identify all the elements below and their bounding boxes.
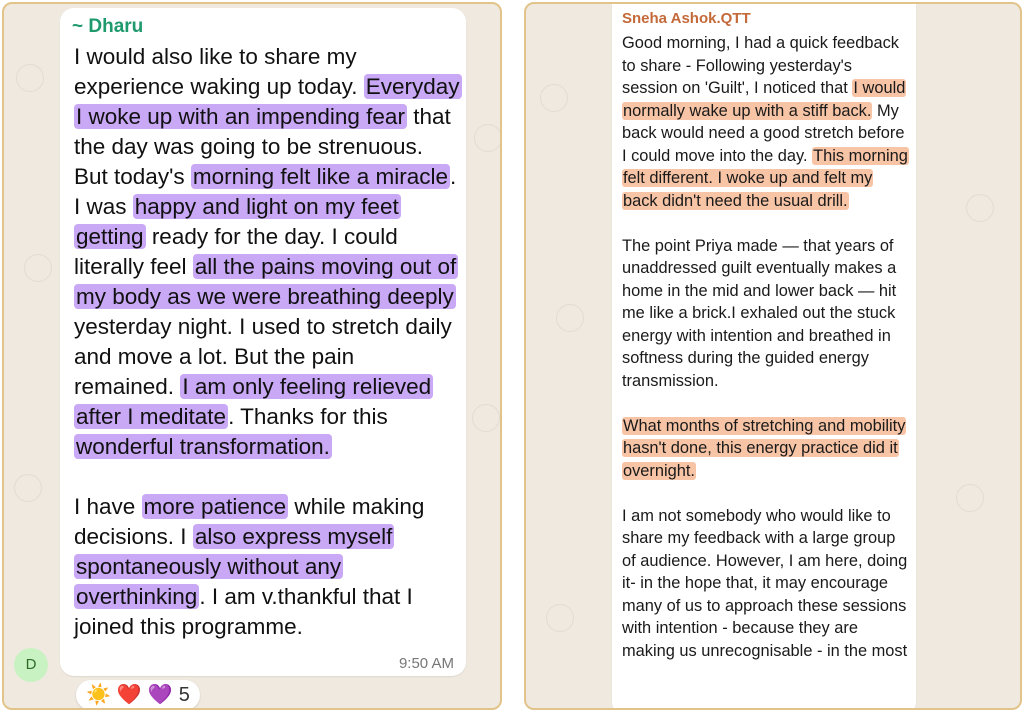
message-text-segment: ready for the day. I could literally feel bbox=[74, 224, 398, 279]
sender-name[interactable]: Sneha Ashok.QTT bbox=[622, 10, 751, 27]
highlighted-text: also express myself spontaneously without any overthinking bbox=[76, 524, 393, 609]
message-paragraph bbox=[74, 492, 460, 642]
message-text-segment: The point Priya made — that years of unaddressed guilt eventually makes a home in the mid and lower back — hit me like a brick.I exhaled out the stuck energy with intention and breathed in softness during the guided energy transmission. bbox=[622, 236, 897, 390]
message-text-segment: . I am v.thankful that I joined this programme. bbox=[74, 584, 413, 639]
highlighted-text: This morning felt different. I woke up and felt my back didn't need the usual drill. bbox=[623, 146, 908, 210]
wallpaper-doodle bbox=[540, 84, 568, 112]
message-paragraph bbox=[74, 42, 460, 462]
message-text-segment: . I was bbox=[74, 164, 457, 219]
red-heart-emoji-icon: ❤️ bbox=[116, 684, 142, 706]
purple-heart-emoji-icon: 💜 bbox=[147, 684, 173, 706]
message-text-segment: yesterday night. I used to stretch daily and move a lot. But the pain remained. bbox=[74, 314, 452, 399]
wallpaper-doodle bbox=[24, 254, 52, 282]
highlighted-text: I would normally wake up with a stiff back. bbox=[623, 79, 906, 120]
message-text-segment: . Thanks for this bbox=[228, 404, 388, 429]
highlighted-text: more patience bbox=[143, 494, 287, 519]
left-screenshot-panel bbox=[2, 2, 502, 710]
message-text bbox=[622, 32, 910, 685]
message-text-segment: Good morning, I had a quick feedback to share - Following yesterday's session on 'Guilt', I noticed that bbox=[622, 34, 899, 97]
message-text-segment: while making decisions. I bbox=[74, 494, 425, 549]
highlighted-text: happy and light on my feet getting bbox=[76, 194, 399, 249]
wallpaper-doodle bbox=[546, 604, 574, 632]
wallpaper-doodle bbox=[16, 64, 44, 92]
message-bubble-sneha[interactable] bbox=[612, 4, 916, 710]
message-text-segment: I have bbox=[74, 494, 142, 519]
avatar[interactable]: D bbox=[14, 648, 48, 682]
message-text-segment: that the day was going to be strenuous. But today's bbox=[74, 104, 451, 189]
message-bubble-dharu[interactable] bbox=[60, 8, 466, 676]
wallpaper-doodle bbox=[956, 484, 984, 512]
message-paragraph bbox=[622, 32, 910, 212]
reactions-pill[interactable] bbox=[76, 680, 200, 710]
wallpaper-doodle bbox=[474, 124, 502, 152]
message-text-segment: I would also like to share my experience waking up today. bbox=[74, 44, 364, 99]
message-text bbox=[74, 42, 460, 642]
right-screenshot-panel bbox=[524, 2, 1022, 710]
highlighted-text: all the pains moving out of my body as we were breathing deeply bbox=[76, 254, 457, 309]
message-paragraph bbox=[622, 415, 910, 483]
message-timestamp: 9:50 AM bbox=[398, 655, 454, 672]
sun-emoji-icon: ☀️ bbox=[86, 684, 111, 706]
highlighted-text: What months of stretching and mobility hasn't done, this energy practice did it overnight. bbox=[623, 416, 906, 480]
reaction-count: 5 bbox=[178, 684, 190, 706]
wallpaper-doodle bbox=[14, 474, 42, 502]
highlighted-text: Everyday I woke up with an impending fear bbox=[76, 74, 460, 129]
message-text-segment: My back would need a good stretch before I could move into the day. bbox=[622, 101, 905, 165]
wallpaper-doodle bbox=[966, 194, 994, 222]
message-paragraph bbox=[622, 505, 910, 663]
wallpaper-doodle bbox=[472, 404, 500, 432]
wallpaper-doodle bbox=[556, 304, 584, 332]
highlighted-text: wonderful transformation. bbox=[76, 434, 330, 459]
message-text-segment: I am not somebody who would like to share my feedback with a large group of audience. However, I am here, doing it- in the hope that, it may encourage many of us to approach these sessions with intention - because they are making us unrecognisable - in the most bbox=[622, 506, 908, 660]
message-paragraph bbox=[622, 235, 910, 393]
sender-name[interactable]: ~ Dharu bbox=[72, 16, 144, 37]
highlighted-text: morning felt like a miracle bbox=[192, 164, 448, 189]
highlighted-text: I am only feeling relieved after I meditate bbox=[76, 374, 432, 429]
paragraph-spacer bbox=[74, 462, 460, 492]
